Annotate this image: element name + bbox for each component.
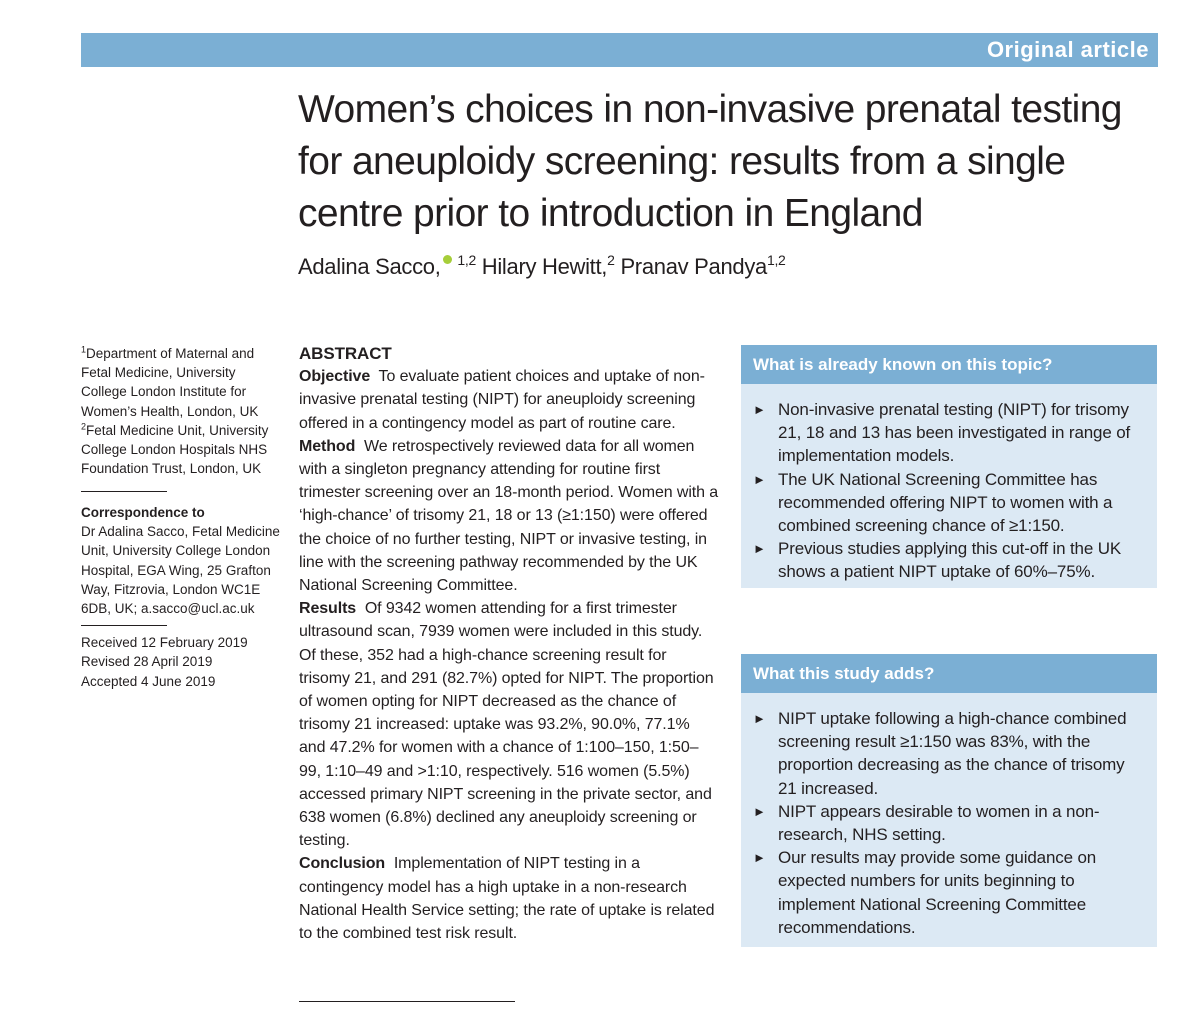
box-list	[741, 384, 1157, 596]
list-item	[753, 398, 1147, 468]
article-dates	[81, 633, 281, 691]
list-item	[753, 846, 1147, 939]
author-name: Adalina Sacco,	[298, 254, 441, 279]
abstract-method	[299, 435, 719, 597]
author-affil-sup: 2	[607, 252, 615, 268]
section-banner	[81, 33, 1158, 67]
abstract-objective	[299, 365, 719, 435]
orcid-icon[interactable]	[443, 255, 452, 264]
correspondence-text: Dr Adalina Sacco, Fetal Medicine Unit, University College London Hospital, EGA Wing, 25 Grafton Way, Fitzrovia, London WC1E 6DB, UK; a.sacco@ucl.ac.uk	[81, 524, 280, 617]
section-label: Conclusion	[299, 855, 386, 873]
section-text: We retrospectively reviewed data for all women with a singleton pregnancy attending for routine first trimester screening over an 18-month period. Women with a ‘high-chance’ of trisomy 21, 18 or 13 (≥1:150) were offered the choice of no further testing, NIPT or invasive testing, in line with the screening pathway recommended by the UK National Screening Committee.	[299, 437, 719, 595]
article-type-label: Original article	[986, 37, 1149, 62]
affiliation-text: Department of Maternal and Fetal Medicine, University College London Institute for Women’s Health, London, UK	[81, 346, 259, 419]
list-item-text: The UK National Screening Committee has recommended offering NIPT to women with a combined screening chance of ≥1:150.	[778, 469, 1113, 536]
list-item-text: Non-invasive prenatal testing (NIPT) for trisomy 21, 18 and 13 has been investigated in range of implementation models.	[778, 400, 1131, 466]
accepted-date: Accepted 4 June 2019	[81, 673, 216, 689]
section-text: To evaluate patient choices and uptake of non-invasive prenatal testing (NIPT) for aneuploidy screening offered in a contingency model as part of routine care.	[299, 368, 705, 432]
list-item	[753, 537, 1147, 583]
divider	[81, 625, 167, 626]
affiliation-number: 1	[81, 344, 87, 355]
bullet-arrow-icon: ►	[753, 541, 766, 557]
affiliations	[81, 344, 281, 478]
section-text: Of 9342 women attending for a first trimester ultrasound scan, 7939 women were included in this study. Of these, 352 had a high-chance screening result for trisomy 21, and 291 (82.7%) opted for NIPT. The proportion of women opting for NIPT decreased as the chance of trisomy 21 increased: uptake was 93.2%, 90.0%, 77.1% and 47.2% for women with a chance of 1:100–150, 1:50–99, 1:10–49 and >1:10, respectively. 516 women (5.5%) accessed primary NIPT screening in the private sector, and 638 women (6.8%) declined any aneuploidy screening or testing.	[299, 600, 714, 850]
box-heading: What this study adds?	[741, 654, 1157, 693]
affiliation-item	[81, 344, 281, 421]
divider	[81, 491, 167, 492]
affiliation-number: 2	[81, 421, 87, 432]
correspondence-heading: Correspondence to	[81, 505, 205, 520]
list-item	[753, 468, 1147, 538]
study-adds-box	[741, 654, 1157, 947]
article-title: Women’s choices in non-invasive prenatal testing for aneuploidy screening: results from a single centre prior to introduction in England	[298, 88, 1122, 235]
abstract	[299, 342, 719, 945]
abstract-heading: ABSTRACT	[299, 344, 392, 363]
list-item-text: NIPT appears desirable to women in a non-research, NHS setting.	[778, 801, 1100, 845]
author-affil-sup: 1,2	[766, 252, 786, 268]
bullet-arrow-icon: ►	[753, 402, 766, 417]
known-topic-box	[741, 345, 1157, 588]
abstract-divider	[299, 1001, 515, 1002]
section-label: Objective	[299, 368, 371, 386]
section-text: Implementation of NIPT testing in a contingency model has a high uptake in a non-research National Health Service setting; the rate of uptake is related to the combined test risk result.	[299, 855, 715, 943]
author-name: Hilary Hewitt,	[481, 254, 608, 279]
author-affil-sup: 1,2	[457, 252, 476, 268]
list-item-text: Our results may provide some guidance on expected numbers for units beginning to implement National Screening Committee recommendations.	[778, 848, 1097, 937]
list-item-text: NIPT uptake following a high-chance combined screening result ≥1:150 was 83%, with the proportion decreasing as the chance of trisomy 21 increased.	[778, 709, 1127, 798]
affiliation-text: Fetal Medicine Unit, University College London Hospitals NHS Foundation Trust, London, UK	[81, 422, 269, 477]
correspondence	[81, 503, 281, 618]
bullet-arrow-icon: ►	[753, 803, 766, 819]
list-item	[753, 800, 1147, 846]
revised-date: Revised 28 April 2019	[81, 654, 213, 670]
bullet-arrow-icon: ►	[753, 711, 766, 726]
affiliation-item	[81, 421, 281, 479]
box-list	[741, 693, 1157, 951]
bullet-arrow-icon: ►	[753, 471, 766, 487]
abstract-results	[299, 597, 719, 852]
bullet-arrow-icon: ►	[753, 850, 766, 866]
received-date: Received 12 February 2019	[81, 635, 248, 650]
section-label: Method	[299, 437, 356, 455]
abstract-conclusion	[299, 852, 719, 945]
section-label: Results	[299, 600, 357, 618]
author-name: Pranav Pandya	[620, 254, 767, 279]
box-heading: What is already known on this topic?	[741, 345, 1157, 384]
author-list	[298, 254, 786, 280]
list-item-text: Previous studies applying this cut-off in the UK shows a patient NIPT uptake of 60%–75%.	[778, 539, 1122, 582]
list-item	[753, 707, 1147, 800]
